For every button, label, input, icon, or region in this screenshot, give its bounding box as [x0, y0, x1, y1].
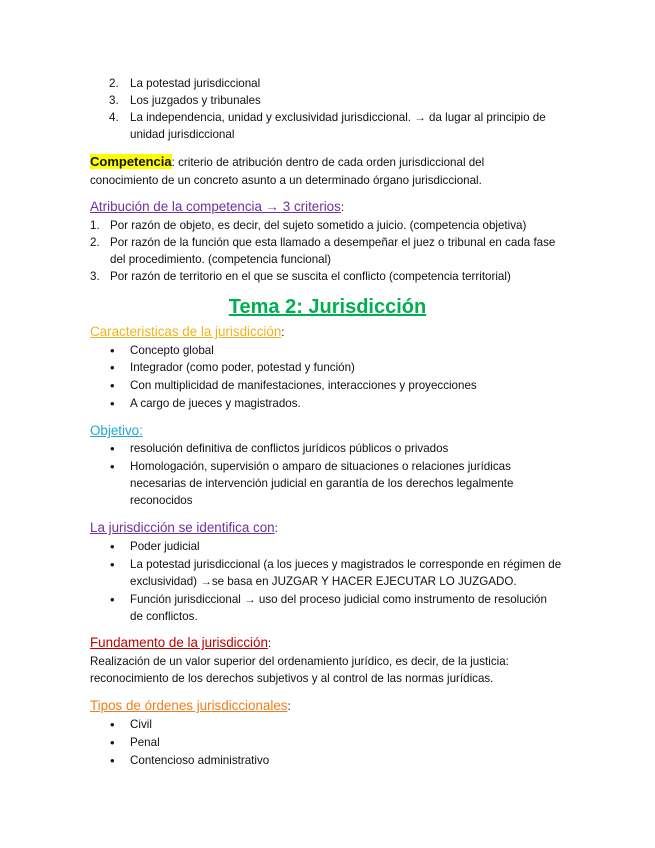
list-item-continuation: de conflictos.	[130, 610, 198, 623]
bullet-icon: •	[110, 592, 115, 607]
bullet-icon: •	[110, 378, 115, 393]
competencia-term: Competencia	[90, 154, 172, 169]
objetivo-heading: Objetivo:	[90, 423, 143, 438]
competencia-definition-cont: conocimiento de un concreto asunto a un determinado órgano jurisdiccional.	[90, 174, 482, 187]
list-item-continuation: exclusividad) →se basa en JUZGAR Y HACER EJECUTAR LO JUZGADO.	[130, 575, 517, 588]
bullet-icon: •	[110, 539, 115, 554]
page-title: Tema 2: Jurisdicción	[228, 296, 427, 318]
document-page: 2. La potestad jurisdiccional 3. Los juzgados y tribunales 4. La independencia, unidad y exclusividad jurisdiccional. → da lugar al principio de unidad jurisdiccional Competencia: criterio de atribución dentro de cada orden jurisdiccional del conocimiento de un concreto asunto a un determinado órgano jurisdiccional. Atribución de la competencia → 3 criterios: 1. Por razón de objeto, es decir, del sujeto sometido a juicio. (competencia objetiva) 2. Por razón de la función que esta llamado a desempeñar el juez o tribunal en cada fase del procedimiento. (competencia funcional) 3. Por razón de territorio en el que se suscita el conflicto (competencia territorial) Tema 2: Jurisdicción Caracteristicas de la jurisdicción: • Concepto global • Integrador (como poder, potestad y función) • Con multiplicidad de manifestaciones, interacciones y proyecciones • A cargo de jueces y magistrados. Objetivo: • resolución definitiva de conflictos jurídicos públicos o privados • Homologación, supervisión o amparo de situaciones o relaciones jurídicas necesarias de intervención judicial en garantía de los derechos legalmente reconocidos La jurisdicción se identifica con: • Poder judicial • La potestad jurisdiccional (a los jueces y magistrados le corresponde en régimen de exclusividad) →se basa en JUZGAR Y HACER EJECUTAR LO JUZGADO. • Función jurisdiccional → uso del proceso judicial como instrumento de resolución de conflictos. Fundamento de la jurisdicción: Realización de un valor superior del ordenamiento jurídico, es decir, de la justicia: reconocimiento de los derechos subjetivos y al control de las normas jurídicas. Tipos de órdenes jurisdiccionales: • Civil • Penal • Contencioso administrativo	[0, 0, 655, 848]
bullet-icon: •	[110, 396, 115, 411]
bullet-icon: •	[110, 717, 115, 732]
list-item-continuation: del procedimiento. (competencia funcional)	[110, 253, 332, 266]
bullet-icon: •	[110, 557, 115, 572]
list-item-continuation: reconocidos	[130, 494, 193, 507]
atribucion-heading: Atribución de la competencia → 3 criterios:	[90, 199, 345, 214]
bullet-icon: •	[110, 343, 115, 358]
bullet-icon: •	[110, 459, 115, 474]
fundamento-text-cont: reconocimiento de los derechos subjetivos y al control de las normas jurídicas.	[90, 672, 494, 685]
competencia-definition: Competencia: criterio de atribución dentro de cada orden jurisdiccional del	[90, 154, 485, 169]
list-item-continuation: necesarias de intervención judicial en garantía de los derechos legalmente	[130, 477, 514, 490]
fundamento-heading: Fundamento de la jurisdicción:	[90, 635, 272, 650]
identifica-heading: La jurisdicción se identifica con:	[90, 520, 278, 535]
tipos-heading: Tipos de órdenes jurisdiccionales:	[90, 698, 291, 713]
bullet-icon: •	[110, 735, 115, 750]
bullet-icon: •	[110, 753, 115, 768]
fundamento-text: Realización de un valor superior del ordenamiento jurídico, es decir, de la justicia:	[90, 655, 509, 668]
caracteristicas-heading: Caracteristicas de la jurisdicción:	[90, 324, 285, 339]
list-item-continuation: unidad jurisdiccional	[130, 128, 235, 141]
bullet-icon: •	[110, 441, 115, 456]
bullet-icon: •	[110, 360, 115, 375]
